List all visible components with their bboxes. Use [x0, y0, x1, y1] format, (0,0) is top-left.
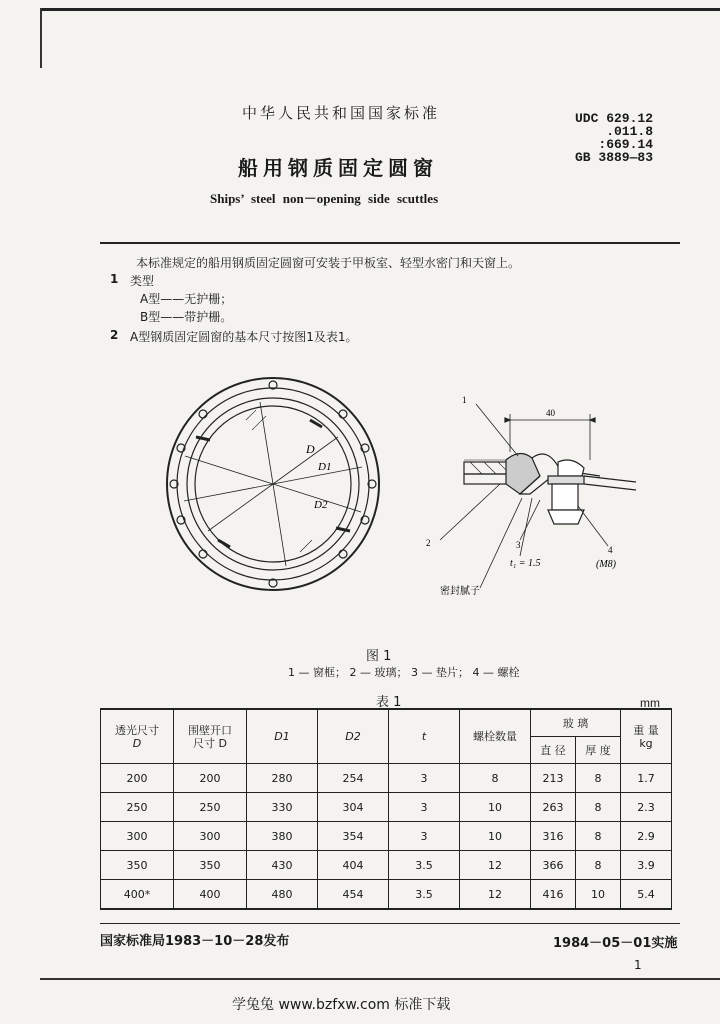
table-row — [101, 822, 672, 851]
type-a-item: A型——无护栅； — [140, 292, 233, 306]
callout-1: 1 — [462, 395, 467, 405]
table-cell: 300 — [101, 822, 174, 851]
section-1-number: 1 — [110, 272, 119, 286]
page-number: 1 — [634, 958, 642, 972]
header-text: kg — [639, 736, 653, 750]
table-cell: 3 — [389, 764, 460, 793]
effective-date: 1984－05－01实施 — [553, 936, 678, 951]
label-D: D — [306, 442, 315, 456]
table-cell: 480 — [247, 880, 318, 910]
header-text: 透光尺寸 — [115, 723, 159, 737]
header-wall-opening — [174, 709, 247, 764]
udc-line: :669.14 — [575, 137, 654, 152]
bottom-scan-border — [40, 978, 720, 980]
table-cell: 430 — [247, 851, 318, 880]
udc-line: UDC 629.12 — [575, 111, 654, 126]
title-chinese: 船用钢质固定圆窗 — [238, 156, 438, 180]
table-cell: 416 — [531, 880, 576, 910]
table-cell: 3 — [389, 793, 460, 822]
header-bolt-count: 螺栓数量 — [460, 709, 531, 764]
intro-paragraph: 本标准规定的船用钢质固定圆窗可安装于甲板室、轻型水密门和天窗上。 — [136, 256, 521, 270]
table-cell: 3.5 — [389, 851, 460, 880]
table-unit: mm — [640, 696, 660, 710]
table-cell: 3.5 — [389, 880, 460, 910]
table-cell: 213 — [531, 764, 576, 793]
label-sealant: 密封腻子 — [440, 586, 480, 597]
label-t1: t₁ = 1.5 — [510, 558, 541, 569]
header-weight — [621, 709, 672, 764]
table-row — [101, 851, 672, 880]
section-detail-view — [464, 414, 636, 524]
header-d2: D2 — [318, 709, 389, 764]
window-front-view — [167, 378, 379, 590]
header-text: D — [132, 736, 142, 750]
section-2-number: 2 — [110, 328, 119, 342]
table-cell: 8 — [460, 764, 531, 793]
table-cell: 454 — [318, 880, 389, 910]
table-cell: 400 — [174, 880, 247, 910]
table-cell: 366 — [531, 851, 576, 880]
table-cell: 10 — [460, 793, 531, 822]
callout-4: 4 — [608, 545, 613, 555]
table-cell: 2.9 — [621, 822, 672, 851]
label-m8: (M8) — [596, 559, 616, 570]
table-cell: 400* — [101, 880, 174, 910]
label-D1: D1 — [318, 461, 332, 473]
table-cell: 8 — [576, 822, 621, 851]
section-1-title: 类型 — [130, 274, 155, 288]
table-cell: 250 — [174, 793, 247, 822]
table-cell: 300 — [174, 822, 247, 851]
type-b-item: B型——带护栅。 — [140, 310, 233, 324]
udc-line: .011.8 — [575, 124, 654, 139]
header-glass-diameter: 直 径 — [531, 737, 576, 764]
table-cell: 350 — [101, 851, 174, 880]
figure-caption: 图 1 — [366, 649, 392, 664]
table-cell: 10 — [576, 880, 621, 910]
organization-heading: 中华人民共和国国家标准 — [242, 104, 441, 122]
callout-3: 3 — [516, 540, 521, 550]
table-cell: 330 — [247, 793, 318, 822]
table-cell: 350 — [174, 851, 247, 880]
table-row — [101, 793, 672, 822]
header-text: 围壁开口 — [188, 723, 232, 737]
table-cell: 12 — [460, 880, 531, 910]
table-cell: 354 — [318, 822, 389, 851]
title-english: Ships’ steel non－opening side scuttles — [210, 191, 439, 206]
figure-legend: 1 — 窗框； 2 — 玻璃； 3 — 垫片； 4 — 螺栓 — [288, 666, 520, 679]
table-cell: 254 — [318, 764, 389, 793]
table-cell: 263 — [531, 793, 576, 822]
table-cell: 8 — [576, 793, 621, 822]
table-caption: 表 1 — [376, 695, 402, 710]
table-cell: 1.7 — [621, 764, 672, 793]
callout-2: 2 — [426, 538, 431, 548]
table-cell: 3.9 — [621, 851, 672, 880]
header-t: t — [389, 709, 460, 764]
table-row — [101, 880, 672, 910]
table-cell: 380 — [247, 822, 318, 851]
gb-code: GB 3889—83 — [575, 150, 654, 165]
table-cell: 5.4 — [621, 880, 672, 910]
header-glass-thickness: 厚 度 — [576, 737, 621, 764]
header-text: 重 量 — [633, 723, 659, 737]
watermark-text: 学兔兔 www.bzfxw.com 标准下载 — [232, 997, 451, 1013]
label-D2: D2 — [314, 499, 328, 511]
dimension-40: 40 — [546, 408, 555, 418]
table-cell: 3 — [389, 822, 460, 851]
table-cell: 12 — [460, 851, 531, 880]
table-cell: 2.3 — [621, 793, 672, 822]
header-glass: 玻 璃 — [531, 709, 621, 737]
table-cell: 250 — [101, 793, 174, 822]
table-cell: 8 — [576, 764, 621, 793]
table-cell: 200 — [174, 764, 247, 793]
header-d1: D1 — [247, 709, 318, 764]
dimensions-table — [100, 708, 672, 910]
table-cell: 304 — [318, 793, 389, 822]
table-cell: 8 — [576, 851, 621, 880]
section-2-text: A型钢质固定圆窗的基本尺寸按图1及表1。 — [130, 330, 358, 344]
table-bottom-rule — [100, 923, 680, 924]
table-cell: 10 — [460, 822, 531, 851]
table-cell: 200 — [101, 764, 174, 793]
table-cell: 404 — [318, 851, 389, 880]
table-cell: 316 — [531, 822, 576, 851]
issue-date: 国家标准局1983－10－28发布 — [100, 934, 290, 949]
table-cell: 280 — [247, 764, 318, 793]
table-row — [101, 764, 672, 793]
header-clear-diameter — [101, 709, 174, 764]
header-text: 尺寸 D — [193, 736, 227, 750]
